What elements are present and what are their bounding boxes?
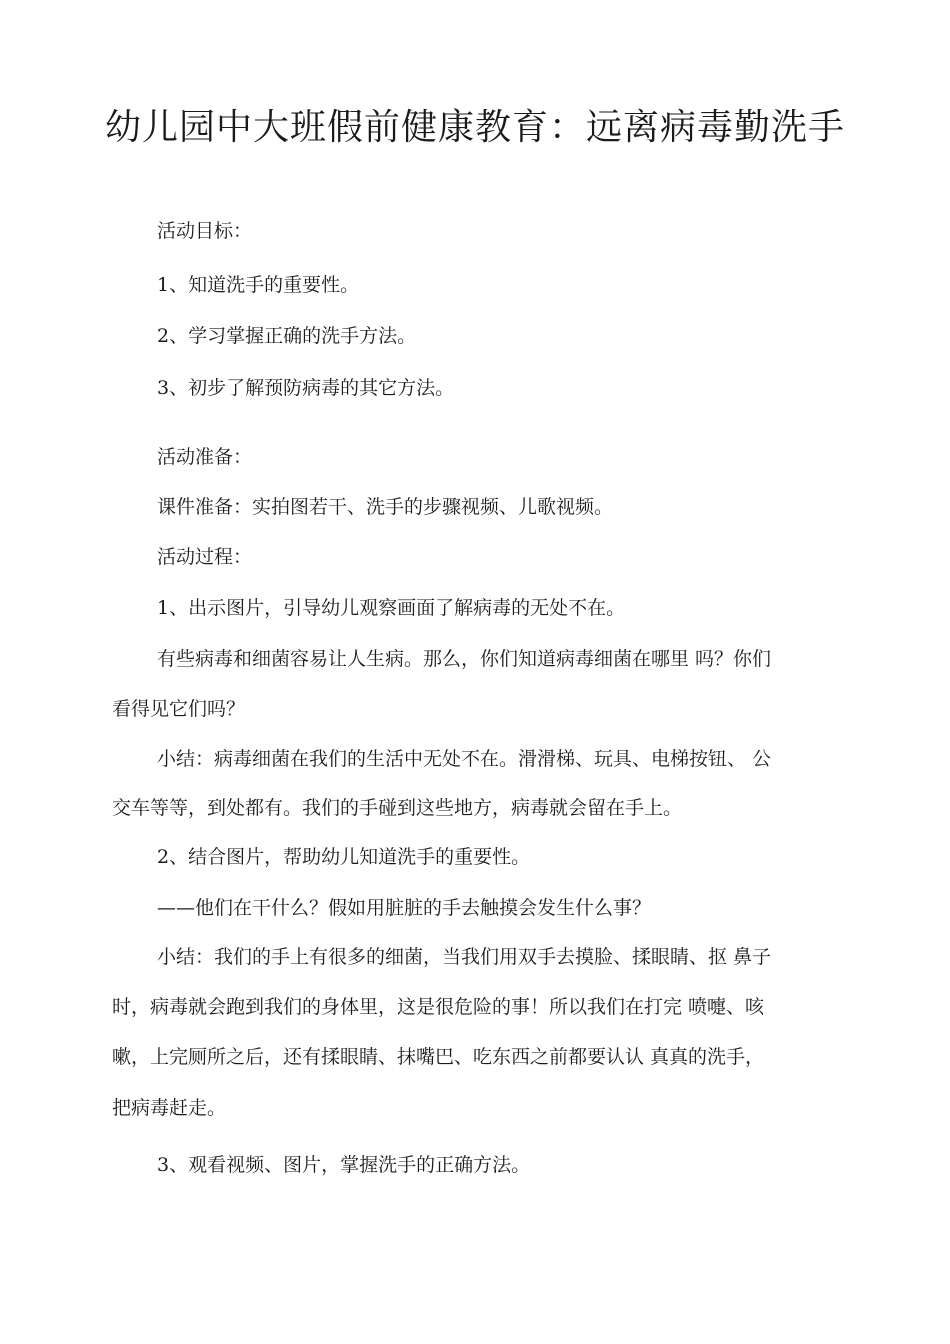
paragraph-line: 把病毒赶走。 bbox=[112, 1097, 227, 1119]
paragraph-line: 时，病毒就会跑到我们的身体里，这是很危险的事！所以我们在打完 喷嚏、咳 bbox=[112, 996, 765, 1018]
section-heading-process: 活动过程： bbox=[157, 546, 253, 568]
paragraph-line: ——他们在干什么？假如用脏脏的手去触摸会发生什么事？ bbox=[157, 897, 652, 919]
process-step-1: 1、出示图片，引导幼儿观察画面了解病毒的无处不在。 bbox=[157, 597, 626, 619]
paragraph-line: 有些病毒和细菌容易让人生病。那么，你们知道病毒细菌在哪里 吗？你们 bbox=[157, 648, 772, 670]
process-step-3: 3、观看视频、图片，掌握洗手的正确方法。 bbox=[157, 1154, 531, 1176]
process-step-2: 2、结合图片，帮助幼儿知道洗手的重要性。 bbox=[157, 846, 531, 868]
goal-item-1: 1、知道洗手的重要性。 bbox=[157, 274, 360, 296]
paragraph-line: 看得见它们吗？ bbox=[112, 698, 246, 720]
paragraph-line: 小结：我们的手上有很多的细菌，当我们用双手去摸脸、揉眼睛、抠 鼻子 bbox=[157, 946, 772, 968]
goal-item-3: 3、初步了解预防病毒的其它方法。 bbox=[157, 377, 455, 399]
goal-item-2: 2、学习掌握正确的洗手方法。 bbox=[157, 325, 417, 347]
section-heading-goals: 活动目标： bbox=[157, 220, 253, 242]
section-heading-preparation: 活动准备： bbox=[157, 446, 253, 468]
preparation-text: 课件准备：实拍图若干、洗手的步骤视频、儿歌视频。 bbox=[157, 496, 614, 518]
paragraph-line: 交车等等，到处都有。我们的手碰到这些地方，病毒就会留在手上。 bbox=[112, 797, 683, 819]
paragraph-line: 小结：病毒细菌在我们的生活中无处不在。滑滑梯、玩具、电梯按钮、 公 bbox=[157, 748, 772, 770]
paragraph-line: 嗽，上完厕所之后，还有揉眼睛、抹嘴巴、吃东西之前都要认认 真真的洗手， bbox=[112, 1046, 765, 1068]
document-title: 幼儿园中大班假前健康教育：远离病毒勤洗手 bbox=[104, 107, 845, 148]
